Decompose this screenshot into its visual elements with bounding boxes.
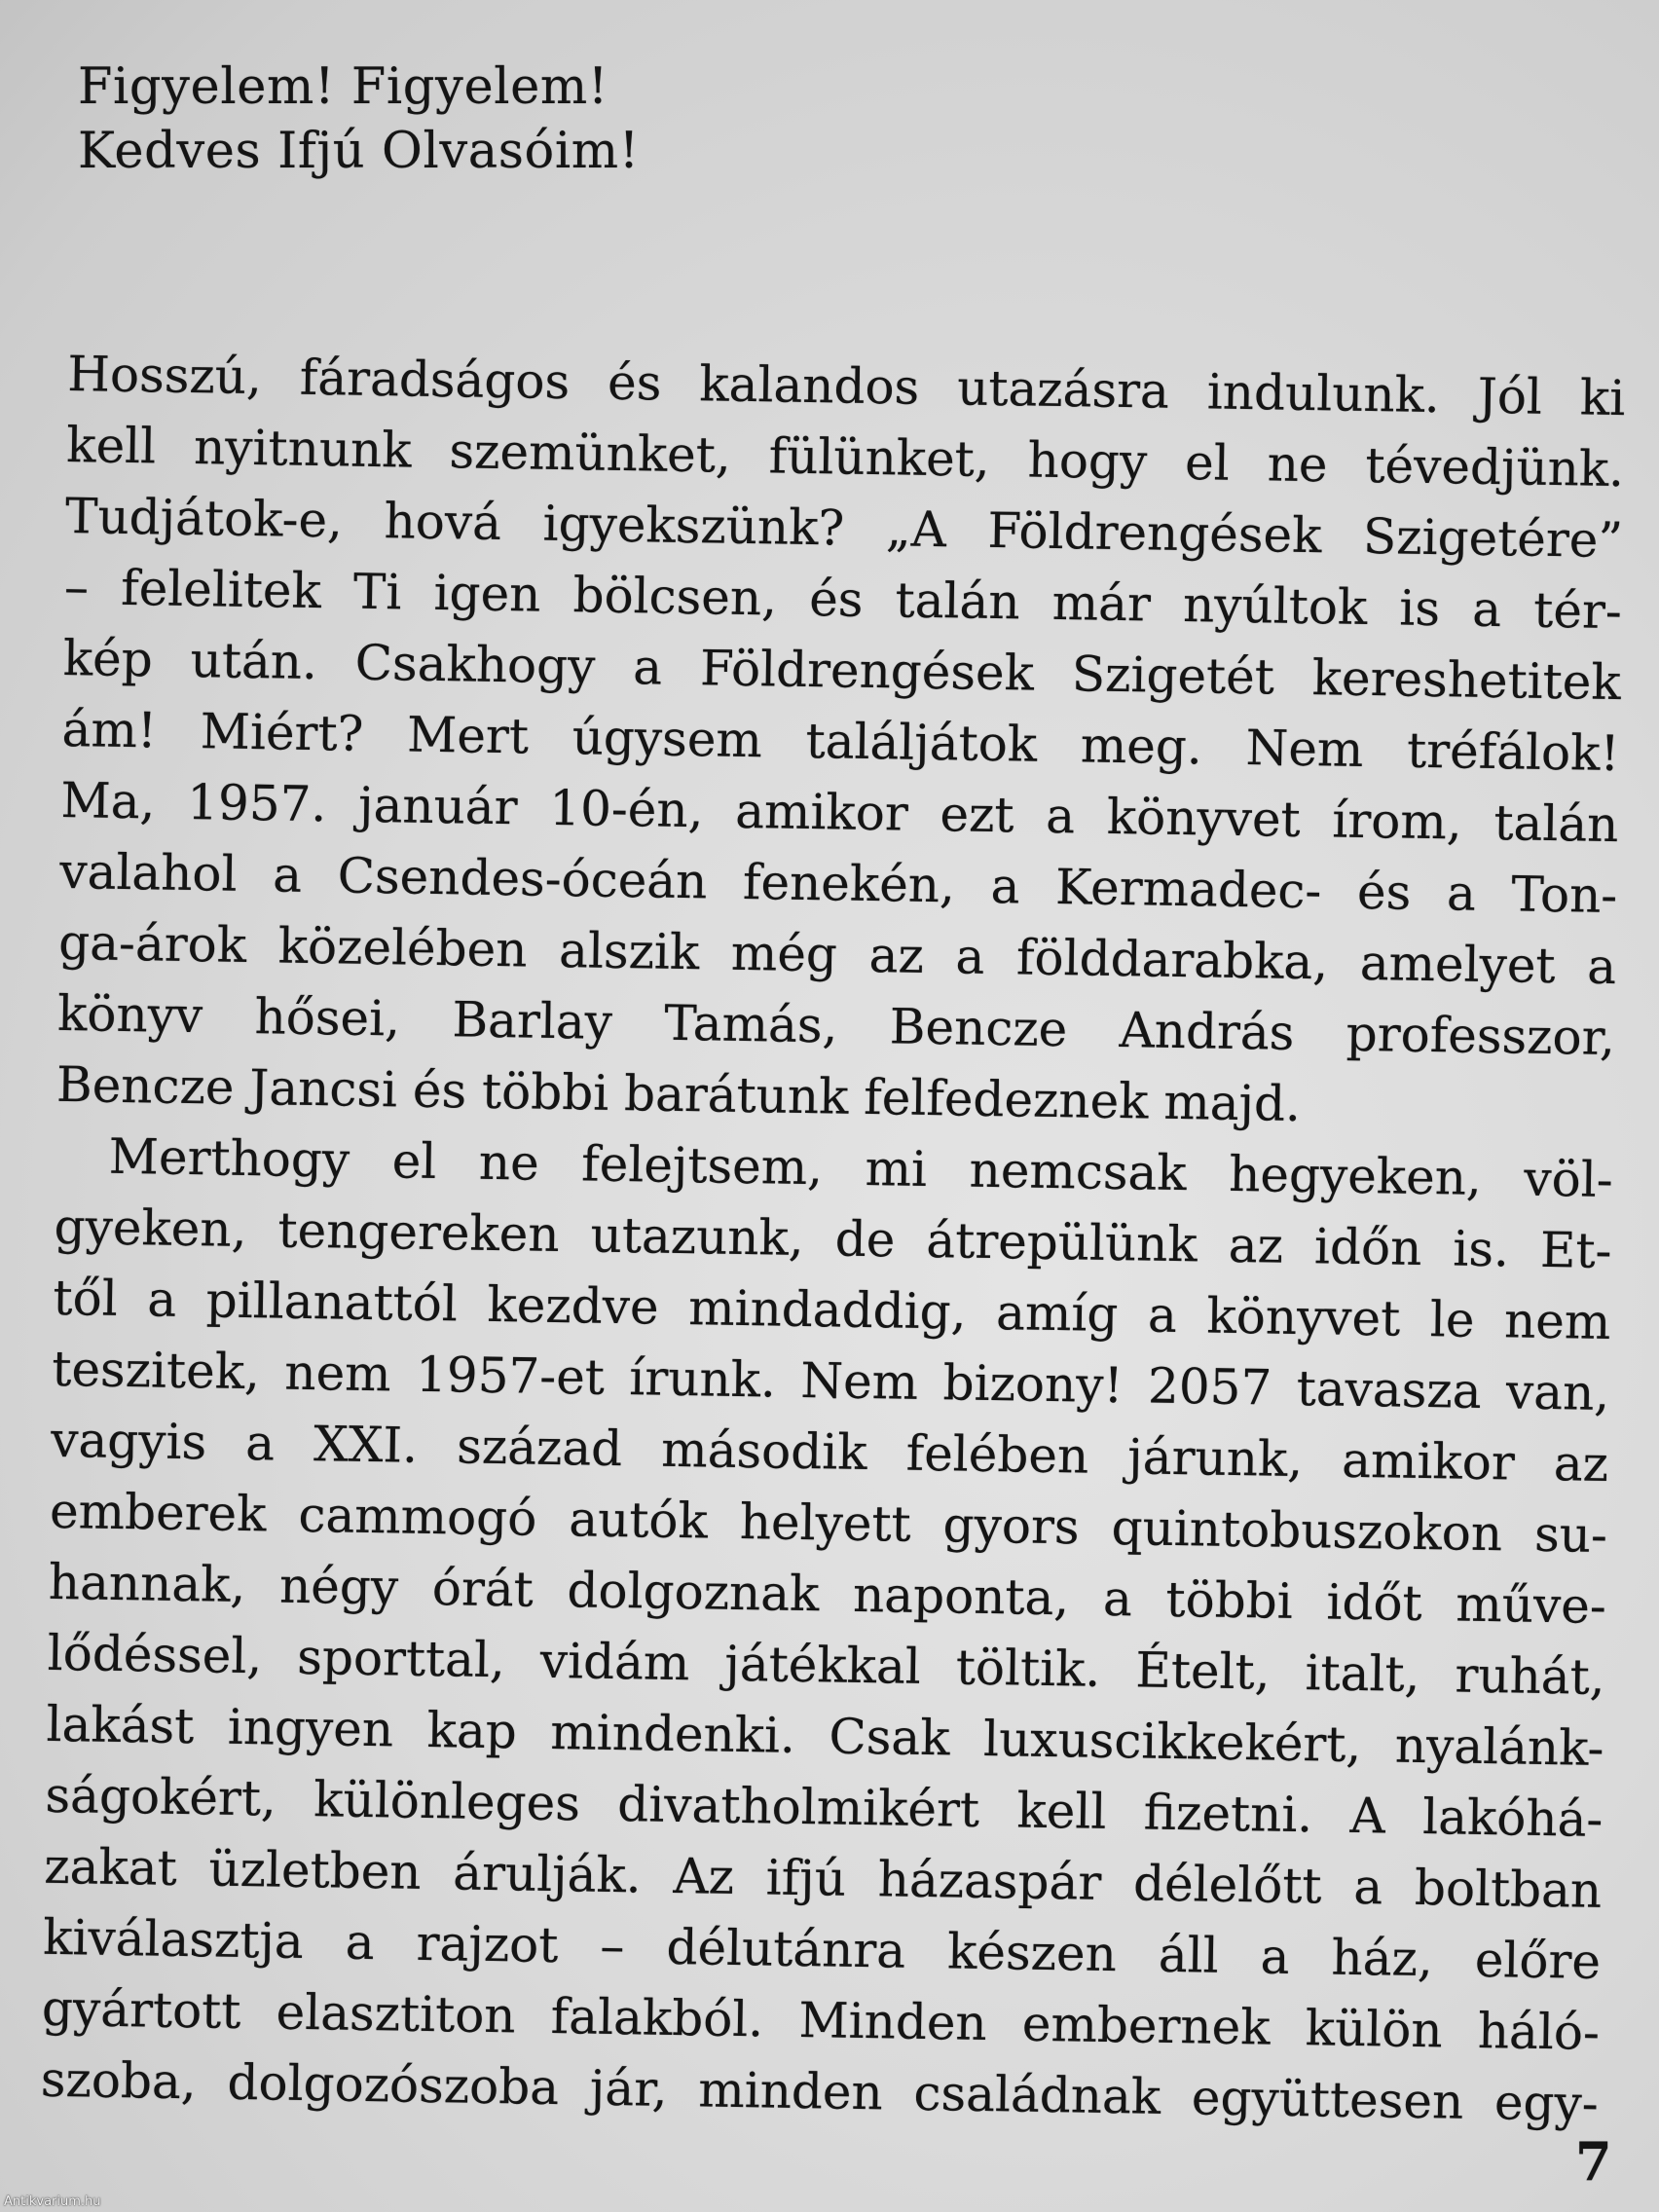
text-line: hannak, négy órát dolgoznak naponta, a többi időt műve- — [48, 1553, 1607, 1635]
page-number: 7 — [1575, 2130, 1612, 2193]
text-line: Tudjátok-e, hová igyekszünk? „A Földrengések Szigetére” — [64, 487, 1624, 570]
paragraph — [55, 339, 1625, 1145]
text-line: vagyis a XXI. század második felében járunk, amikor az — [50, 1411, 1609, 1493]
header-line: Kedves Ifjú Olvasóim! — [78, 123, 640, 180]
text-line: lakást ingyen kap mindenki. Csak luxuscikkekért, nyalánk- — [46, 1695, 1604, 1777]
text-line: teszitek, nem 1957-et írunk. Nem bizony! 2057 tavasza van, — [51, 1340, 1610, 1421]
watermark: Antikvarium.hu — [4, 2194, 101, 2209]
text-line: ságokért, különleges divatholmikért kell fizetni. A lakóhá- — [45, 1766, 1604, 1848]
text-line: Bencze Jancsi és többi barátunk felfedeznek majd. — [55, 1055, 1302, 1132]
paragraph — [40, 1121, 1613, 2140]
text-line: től a pillanattól kezdve mindaddig, amíg a könyvet le nem — [53, 1269, 1611, 1351]
text-line: valahol a Csendes-óceán fenekén, a Kermadec- és a Ton- — [58, 842, 1618, 925]
text-line: szoba, dolgozószoba jár, minden családnak együttesen egy- — [40, 2050, 1600, 2132]
text-line: gyártott elasztiton falakból. Minden embernek külön háló- — [41, 1979, 1601, 2061]
header-line: Figyelem! Figyelem! — [78, 58, 608, 116]
text-line: ga-árok közelében alszik még az a földdarabka, amelyet a — [57, 913, 1617, 996]
text-line: Merthogy el ne felejtsem, mi nemcsak hegyeken, völ- — [108, 1127, 1614, 1209]
page-header — [78, 55, 640, 184]
text-line: kiválasztja a rajzot – délutánra készen áll a ház, előre — [42, 1908, 1602, 1990]
text-line: emberek cammogó autók helyett gyors quintobuszokon su- — [49, 1482, 1608, 1564]
body-text — [40, 339, 1625, 2140]
text-line: könyv hősei, Barlay Tamás, Bencze András professzor, — [56, 984, 1616, 1067]
text-line: lődéssel, sporttal, vidám játékkal töltik. Ételt, italt, ruhát, — [47, 1624, 1606, 1706]
text-line: kép után. Csakhogy a Földrengések Szigetét kereshetitek — [62, 629, 1622, 712]
text-line: kell nyitnunk szemünket, fülünket, hogy el ne tévedjünk. — [65, 416, 1625, 498]
text-line: Ma, 1957. január 10-én, amikor ezt a könyvet írom, talán — [60, 771, 1619, 854]
text-line: – felelitek Ti igen bölcsen, és talán már nyúltok is a tér- — [63, 558, 1623, 641]
text-line: gyeken, tengereken utazunk, de átrepülünk az időn is. Et- — [54, 1198, 1612, 1280]
text-line: Hosszú, fáradságos és kalandos utazásra indulunk. Jól ki — [66, 345, 1626, 427]
text-line: ám! Miért? Mert úgysem találjátok meg. Nem tréfálok! — [61, 700, 1620, 783]
text-line: zakat üzletben árulják. Az ifjú házaspár délelőtt a boltban — [43, 1837, 1603, 1919]
